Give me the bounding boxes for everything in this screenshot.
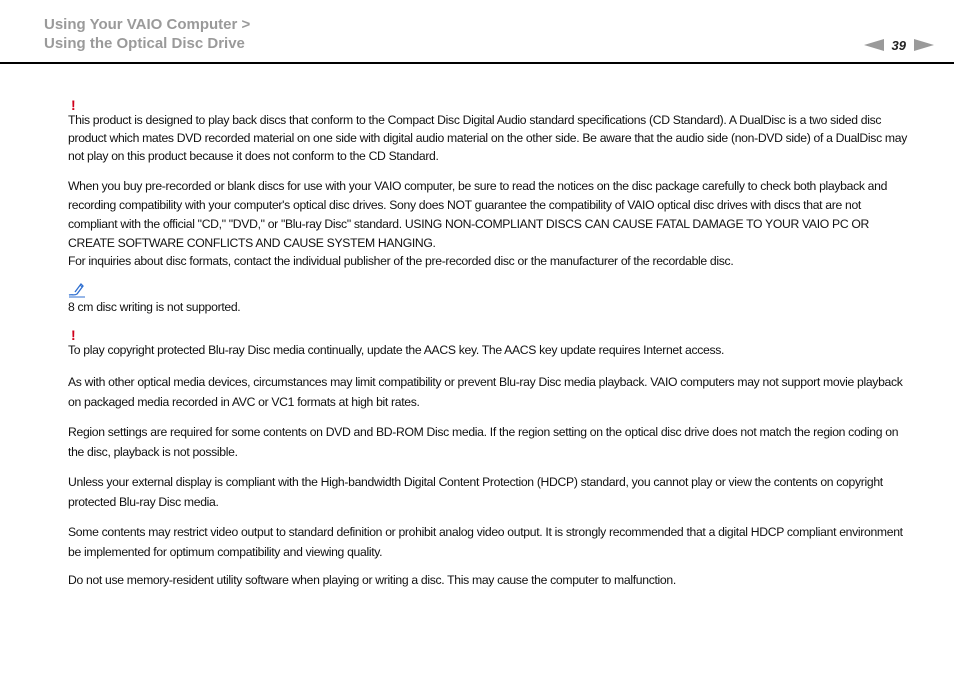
warning-text-dualdisc: This product is designed to play back discs that conform to the Compact Disc Digital Audio standard specifications (CD Standard). A DualDisc is a two sided disc product which mates DVD recorded material on one side with digital audio material on the other side. Be aware that the audio side (non-DVD side) of a DualDisc may not play on this product because it does not conform to the CD Standard. xyxy=(68,113,907,163)
pencil-note-icon xyxy=(68,282,912,299)
warning-icon: ! xyxy=(71,326,76,343)
arrow-right-icon xyxy=(914,39,934,51)
warning-text-aacs: To play copyright protected Blu-ray Disc media continually, update the AACS key. The AACS key update requires Internet access. xyxy=(68,342,725,357)
arrow-left-icon xyxy=(864,39,884,51)
note-text-8cm: 8 cm disc writing is not supported. xyxy=(68,300,241,315)
paragraph-disc-inquiries: For inquiries about disc formats, contact the individual publisher of the pre-recorded disc or the manufacturer of the recordable disc. xyxy=(68,254,734,269)
paragraph-bluray-playback: As with other optical media devices, circumstances may limit compatibility or prevent Blu-ray Disc media playback. VAIO computers may not support movie playback on packaged media recorded in AVC or VC1 formats at high bit rates. xyxy=(68,374,903,409)
paragraph-region-settings: Region settings are required for some contents on DVD and BD-ROM Disc media. If the region setting on the optical disc drive does not match the region coding on the disc, playback is not possible. xyxy=(68,424,899,459)
previous-page-button[interactable] xyxy=(864,39,884,51)
breadcrumb xyxy=(44,15,250,53)
breadcrumb-chapter[interactable]: Using Your VAIO Computer > xyxy=(44,16,251,33)
paragraph-video-output: Some contents may restrict video output to standard definition or prohibit analog video output. It is strongly recommended that a digital HDCP compliant environment be implemented for optimum compatibility and viewing quality. xyxy=(68,524,903,559)
page-number: 39 xyxy=(891,37,906,53)
paragraph-disc-compatibility: When you buy pre-recorded or blank discs for use with your VAIO computer, be sure to read the notices on the disc package carefully to check both playback and recording compatibility with your computer's optical disc drives. Sony does NOT guarantee the compatibility of VAIO optical disc drives with discs that are not compliant with the official "CD," "DVD," or "Blu-ray Disc" standard. USING NON-COMPLIANT DISCS CAN CAUSE FATAL DAMAGE TO YOUR VAIO PC OR CREATE SOFTWARE CONFLICTS AND CAUSE SYSTEM HANGING. xyxy=(68,179,888,251)
next-page-button[interactable] xyxy=(914,39,934,51)
paragraph-hdcp: Unless your external display is compliant with the High-bandwidth Digital Content Protection (HDCP) standard, you cannot play or view the contents on copyright protected Blu-ray Disc media. xyxy=(68,474,883,509)
page-body xyxy=(68,98,912,590)
breadcrumb-section[interactable]: Using the Optical Disc Drive xyxy=(44,35,245,52)
warning-icon: ! xyxy=(71,97,76,113)
page-navigation xyxy=(864,37,934,53)
paragraph-memory-resident: Do not use memory-resident utility software when playing or writing a disc. This may cause the computer to malfunction. xyxy=(68,572,676,587)
header-divider xyxy=(0,62,954,64)
